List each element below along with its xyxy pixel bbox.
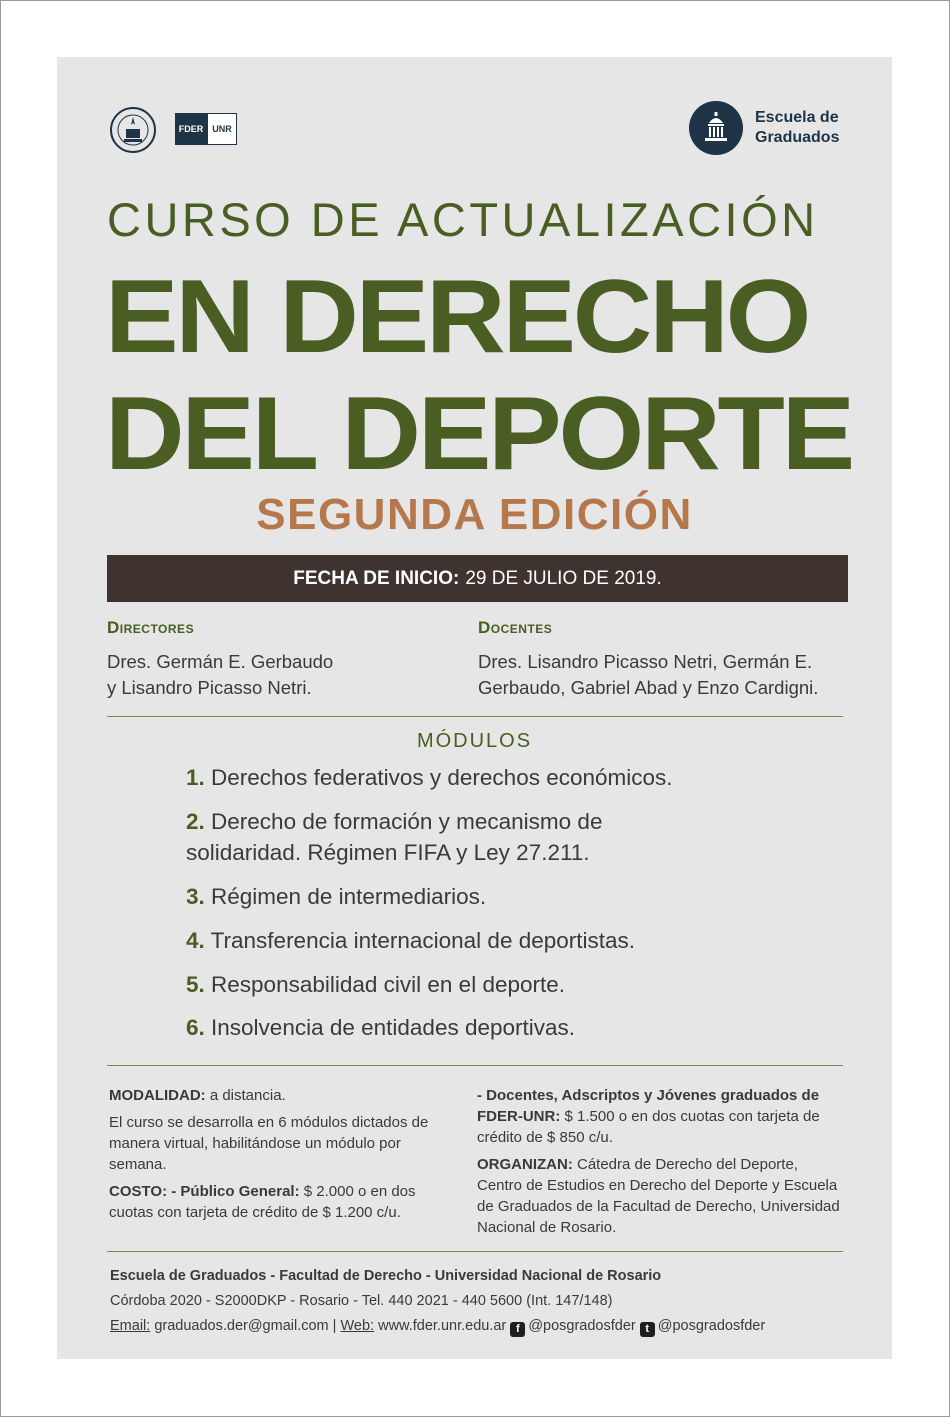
twitter-icon: t [640, 1322, 655, 1337]
docentes-text [478, 649, 818, 701]
organizan-label: ORGANIZAN: [477, 1156, 573, 1173]
modulo-number: 5. [186, 972, 205, 997]
footer [110, 1264, 765, 1339]
modulos-heading: MÓDULOS [416, 730, 533, 752]
directores-line2: y Lisandro Picasso Netri. [107, 677, 312, 698]
email-label: Email: [110, 1318, 151, 1334]
building-icon [689, 101, 743, 155]
organizan-value: Cátedra de Derecho del Deporte, Centro de Estudios en Derecho del Deporte y Escuela de Graduados de la Facultad de Derecho, Universidad Nacional de Rosario. [477, 1156, 840, 1236]
unr-logo-text: UNR [207, 113, 237, 145]
info-left-column [109, 1085, 444, 1229]
start-date-label: FECHA DE INICIO: [293, 567, 460, 589]
divider [107, 1251, 843, 1252]
costo-label: COSTO: [109, 1183, 168, 1200]
modulo-number: 3. [186, 884, 205, 909]
modulo-text: Responsabilidad civil en el deporte. [211, 972, 565, 997]
course-description: El curso se desarrolla en 6 módulos dictados de manera virtual, habilitándose un módulo por semana. [109, 1114, 429, 1173]
facebook-handle[interactable]: @posgradosfder [528, 1318, 636, 1334]
modulo-text: Derechos federativos y derechos económicos. [211, 765, 673, 790]
directores-text [107, 649, 333, 701]
unr-seal-logo [109, 106, 157, 154]
twitter-handle[interactable]: @posgradosfder [657, 1318, 766, 1334]
costo-publico-label: - Público General: [171, 1183, 300, 1200]
email-link[interactable]: graduados.der@gmail.com [154, 1318, 329, 1334]
modulo-text: Transferencia internacional de deportistas. [210, 928, 636, 953]
edition-subtitle: SEGUNDA EDICIÓN [256, 490, 693, 539]
docentes-line2: Gerbaudo, Gabriel Abad y Enzo Cardigni. [478, 677, 819, 698]
info-right-column [477, 1085, 847, 1244]
modulo-text: Insolvencia de entidades deportivas. [211, 1015, 576, 1040]
escuela-logo-line1: Escuela de [755, 109, 839, 126]
main-title-line1: EN DERECHO [105, 259, 809, 375]
modulo-text: Régimen de intermediarios. [211, 884, 487, 909]
poster [57, 57, 892, 1359]
web-link[interactable]: www.fder.unr.edu.ar [378, 1318, 507, 1334]
costo-publico-value: $ 2.000 o en dos cuotas con tarjeta de crédito de $ 1.200 c/u. [109, 1183, 416, 1221]
footer-contact [110, 1314, 765, 1339]
divider [107, 716, 843, 717]
directores-heading: Directores [107, 618, 195, 637]
footer-separator: | [332, 1318, 337, 1334]
facebook-icon: f [510, 1322, 525, 1337]
directores-line1: Dres. Germán E. Gerbaudo [107, 651, 334, 672]
modulo-text: Derecho de formación y mecanismo de solidaridad. Régimen FIFA y Ley 27.211. [186, 809, 603, 865]
modulo-number: 1. [186, 765, 205, 790]
fder-logo-text: FDER [175, 113, 207, 145]
start-date-value: 29 DE JULIO DE 2019. [465, 567, 662, 589]
modulo-number: 6. [186, 1015, 205, 1040]
course-type-title: CURSO DE ACTUALIZACIÓN [107, 193, 819, 246]
web-label: Web: [340, 1318, 375, 1334]
start-date-bar [107, 555, 848, 602]
modulo-item [186, 762, 706, 793]
modulo-item [186, 1012, 706, 1043]
escuela-graduados-logo [689, 101, 839, 155]
footer-institution: Escuela de Graduados - Facultad de Derecho - Universidad Nacional de Rosario [110, 1268, 662, 1284]
divider [107, 1065, 843, 1066]
main-title-line2: DEL DEPORTE [105, 376, 853, 492]
modulo-number: 2. [186, 809, 205, 834]
modalidad-label: MODALIDAD: [109, 1087, 206, 1104]
escuela-logo-line2: Graduados [755, 129, 840, 146]
footer-address: Córdoba 2020 - S2000DKP - Rosario - Tel. 440 2021 - 440 5600 (Int. 147/148) [110, 1293, 613, 1309]
costo-docentes-label: - Docentes, Adscriptos y Jóvenes graduados de FDER-UNR: [477, 1087, 820, 1125]
modulo-item [186, 881, 706, 912]
costo-docentes-value: $ 1.500 o en dos cuotas con tarjeta de crédito de $ 850 c/u. [477, 1108, 820, 1146]
modulo-item [186, 806, 706, 868]
docentes-heading: Docentes [478, 618, 553, 637]
modulo-item [186, 969, 706, 1000]
modalidad-value: a distancia. [209, 1087, 286, 1104]
modulo-number: 4. [186, 928, 205, 953]
fder-unr-logo [175, 113, 237, 145]
modulo-item [186, 925, 706, 956]
docentes-line1: Dres. Lisandro Picasso Netri, Germán E. [478, 651, 813, 672]
